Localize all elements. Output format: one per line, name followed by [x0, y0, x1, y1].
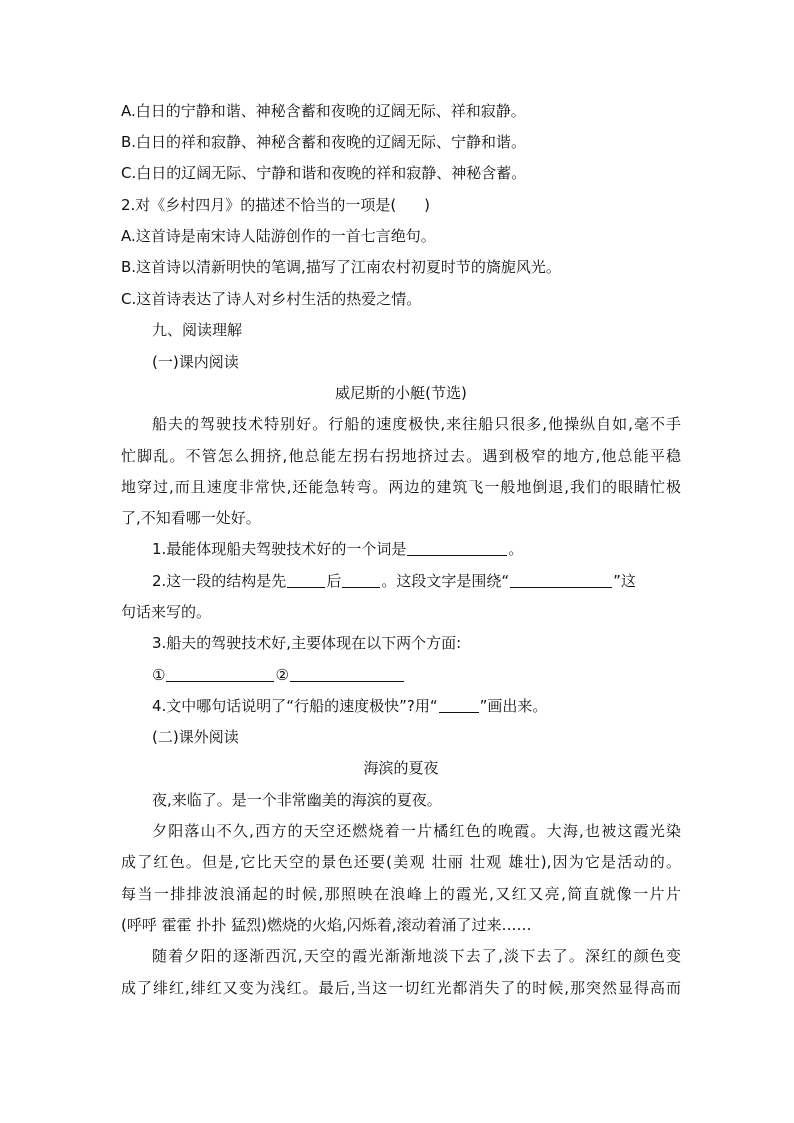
reading-question-4-text: 4.文中哪句话说明了“行船的速度极快”?用“ — [152, 697, 438, 715]
reading-question-1-end: 。 — [508, 540, 524, 558]
passage-2-line: 夕阳落山不久,西方的天空还燃烧着一片橘红色的晚霞。大海,也被这霞光染 — [152, 822, 681, 840]
answer-blank[interactable] — [287, 572, 325, 588]
reading-question-2-text: 2.这一段的结构是先 — [152, 572, 287, 590]
passage-2-paragraph-1: 夜,来临了。是一个非常幽美的海滨的夏夜。 — [152, 791, 442, 809]
passage-2-line: 每当一排排波浪涌起的时候,那照映在浪峰上的霞光,又红又亮,简直就像一片片 — [121, 885, 681, 903]
passage-1-line: 地穿过,而且速度非常快,还能急转弯。两边的建筑飞一般地倒退,我们的眼睛忙极 — [121, 478, 681, 496]
option-b-q1: B.白日的祥和寂静、神秘含蓄和夜晚的辽阔无际、宁静和谐。 — [121, 133, 527, 151]
passage-2-line: 随着夕阳的逐渐西沉,天空的霞光渐渐地淡下去了,淡下去了。深红的颜色变 — [152, 947, 681, 965]
passage-2-line: (呼呼 霍霍 扑扑 猛烈)燃烧的火焰,闪烁着,滚动着涌了过来…… — [121, 916, 532, 934]
passage-1-line: 了,不知看哪一处好。 — [121, 509, 261, 527]
answer-marker-1: ① — [152, 666, 166, 684]
answer-blank[interactable] — [439, 697, 479, 713]
option-b-q2: B.这首诗以清新明快的笔调,描写了江南农村初夏时节的旖旎风光。 — [121, 258, 561, 276]
passage-2-line: 成了红色。但是,它比天空的景色还要(美观 壮丽 壮观 雄壮),因为它是活动的。 — [121, 853, 681, 871]
part-2-label: (二)课外阅读 — [152, 728, 239, 746]
answer-blank[interactable] — [342, 572, 380, 588]
reading-question-1 — [152, 534, 681, 565]
reading-question-2 — [152, 566, 681, 597]
option-c-q2: C.这首诗表达了诗人对乡村生活的热爱之情。 — [121, 290, 422, 308]
section-heading: 九、阅读理解 — [152, 321, 243, 339]
reading-question-2-text: 。这段文字是围绕“ — [381, 572, 510, 590]
option-c-q1: C.白日的辽阔无际、宁静和谐和夜晚的祥和寂静、神秘含蓄。 — [121, 164, 527, 182]
reading-question-3: 3.船夫的驾驶技术好,主要体现在以下两个方面: — [152, 634, 462, 652]
answer-blank[interactable] — [510, 572, 612, 588]
reading-question-2-text: 后 — [326, 572, 342, 590]
passage-1-line: 忙脚乱。不管怎么拥挤,他总能左拐右拐地挤过去。遇到极窄的地方,他总能平稳 — [121, 447, 681, 465]
option-a-q2: A.这首诗是南宋诗人陆游创作的一首七言绝句。 — [121, 227, 436, 245]
answer-blank[interactable] — [290, 666, 404, 682]
question-2-close: ) — [424, 196, 431, 214]
passage-2-title: 海滨的夏夜 — [363, 759, 439, 777]
reading-question-1-text: 1.最能体现船夫驾驶技术好的一个词是 — [152, 540, 407, 558]
passage-1-line: 船夫的驾驶技术特别好。行船的速度极快,来往船只很多,他操纵自如,毫不手 — [152, 415, 681, 433]
reading-question-4-end: ”画出来。 — [479, 697, 548, 715]
reading-question-4 — [152, 691, 681, 722]
option-a-q1: A.白日的宁静和谐、神秘含蓄和夜晚的辽阔无际、祥和寂静。 — [121, 102, 526, 120]
answer-blank[interactable] — [166, 666, 274, 682]
part-1-label: (一)课内阅读 — [152, 353, 239, 371]
reading-question-2-text: ”这 — [613, 572, 636, 590]
question-2-text: 2.对《乡村四月》的描述不恰当的一项是( — [121, 196, 397, 214]
reading-question-3-answers — [152, 660, 681, 691]
answer-blank[interactable] — [407, 540, 507, 556]
passage-1-title: 威尼斯的小艇(节选) — [335, 384, 467, 402]
question-2-stem — [121, 190, 681, 221]
passage-2-line: 成了绯红,绯红又变为浅红。最后,当这一切红光都消失了的时候,那突然显得高而 — [121, 979, 681, 997]
answer-marker-2: ② — [275, 666, 289, 684]
reading-question-2-continued: 句话来写的。 — [121, 603, 212, 621]
